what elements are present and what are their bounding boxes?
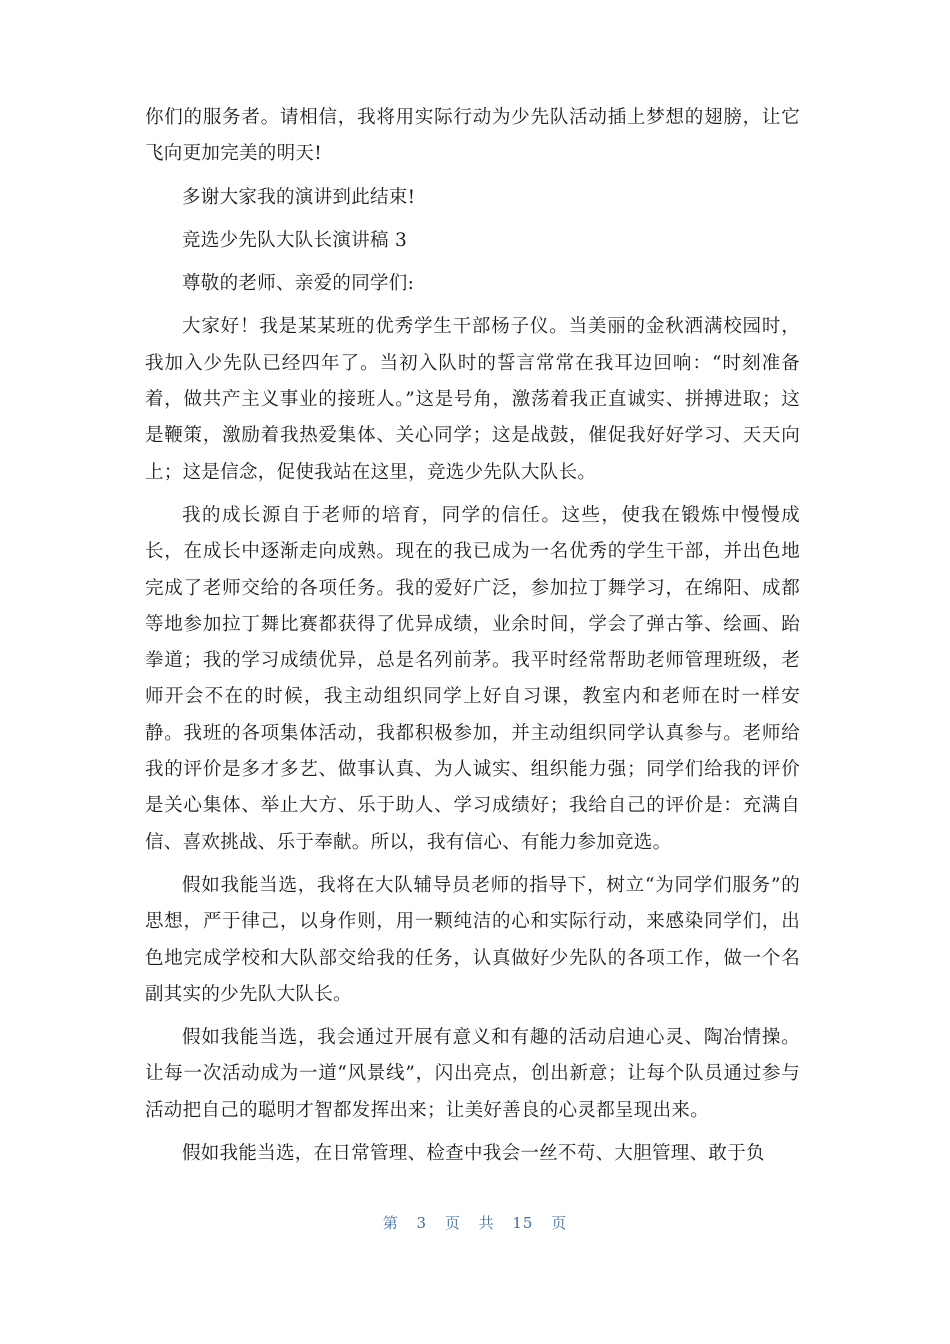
paragraph: 你们的服务者。请相信，我将用实际行动为少先队活动插上梦想的翅膀，让它飞向更加完美的明天! [145,107,800,165]
salutation: 尊敬的老师、亲爱的同学们: [182,273,415,295]
paragraph: 我的成长源自于老师的培育，同学的信任。这些，使我在锻炼中慢慢成长，在成长中逐渐走向成熟。现在的我已成为一名优秀的学生干部，并出色地完成了老师交给的各项任务。我的爱好广泛，参加拉丁舞学习，在绵阳、成都等地参加拉丁舞比赛都获得了优异成绩，业余时间，学会了弹古筝、绘画、跆拳道；我的学习成绩优异，总是名列前茅。我平时经常帮助老师管理班级，老师开会不在的时候，我主动组织同学上好自习课，教室内和老师在时一样安静。我班的各项集体活动，我都积极参加，并主动组织同学认真参与。老师给我的评价是多才多艺、做事认真、为人诚实、组织能力强；同学们给我的评价是关心集体、举止大方、乐于助人、学习成绩好；我给自己的评价是：充满自信、喜欢挑战、乐于奉献。所以，我有信心、有能力参加竞选。 [145,504,800,853]
section-heading: 竞选少先队大队长演讲稿 3 [182,229,408,251]
paragraph: 多谢大家我的演讲到此结束! [182,186,416,208]
paragraph: 假如我能当选，在日常管理、检查中我会一丝不苟、大胆管理、敢于负 [182,1143,765,1165]
paragraph: 假如我能当选，我会通过开展有意义和有趣的活动启迪心灵、陶冶情操。让每一次活动成为一道“风景线”，闪出亮点，创出新意；让每个队员通过参与活动把自己的聪明才智都发挥出来；让美好善良的心灵都呈现出来。 [145,1027,800,1121]
paragraph: 假如我能当选，我将在大队辅导员老师的指导下，树立“为同学们服务”的思想，严于律己，以身作则，用一颗纯洁的心和实际行动，来感染同学们，出色地完成学校和大队部交给我的任务，认真做好少先队的各项工作，做一个名副其实的少先队大队长。 [145,874,800,1005]
page-number-footer: 第 3 页 共 15 页 [382,1214,568,1232]
paragraph: 大家好！我是某某班的优秀学生干部杨子仪。当美丽的金秋洒满校园时，我加入少先队已经四年了。当初入队时的誓言常常在我耳边回响：“时刻准备着，做共产主义事业的接班人。”这是号角，激荡着我正直诚实、拼搏进取；这是鞭策，激励着我热爱集体、关心同学；这是战鼓，催促我好好学习、天天向上；这是信念，促使我站在这里，竞选少先队大队长。 [145,316,800,483]
document-body [145,100,800,1172]
